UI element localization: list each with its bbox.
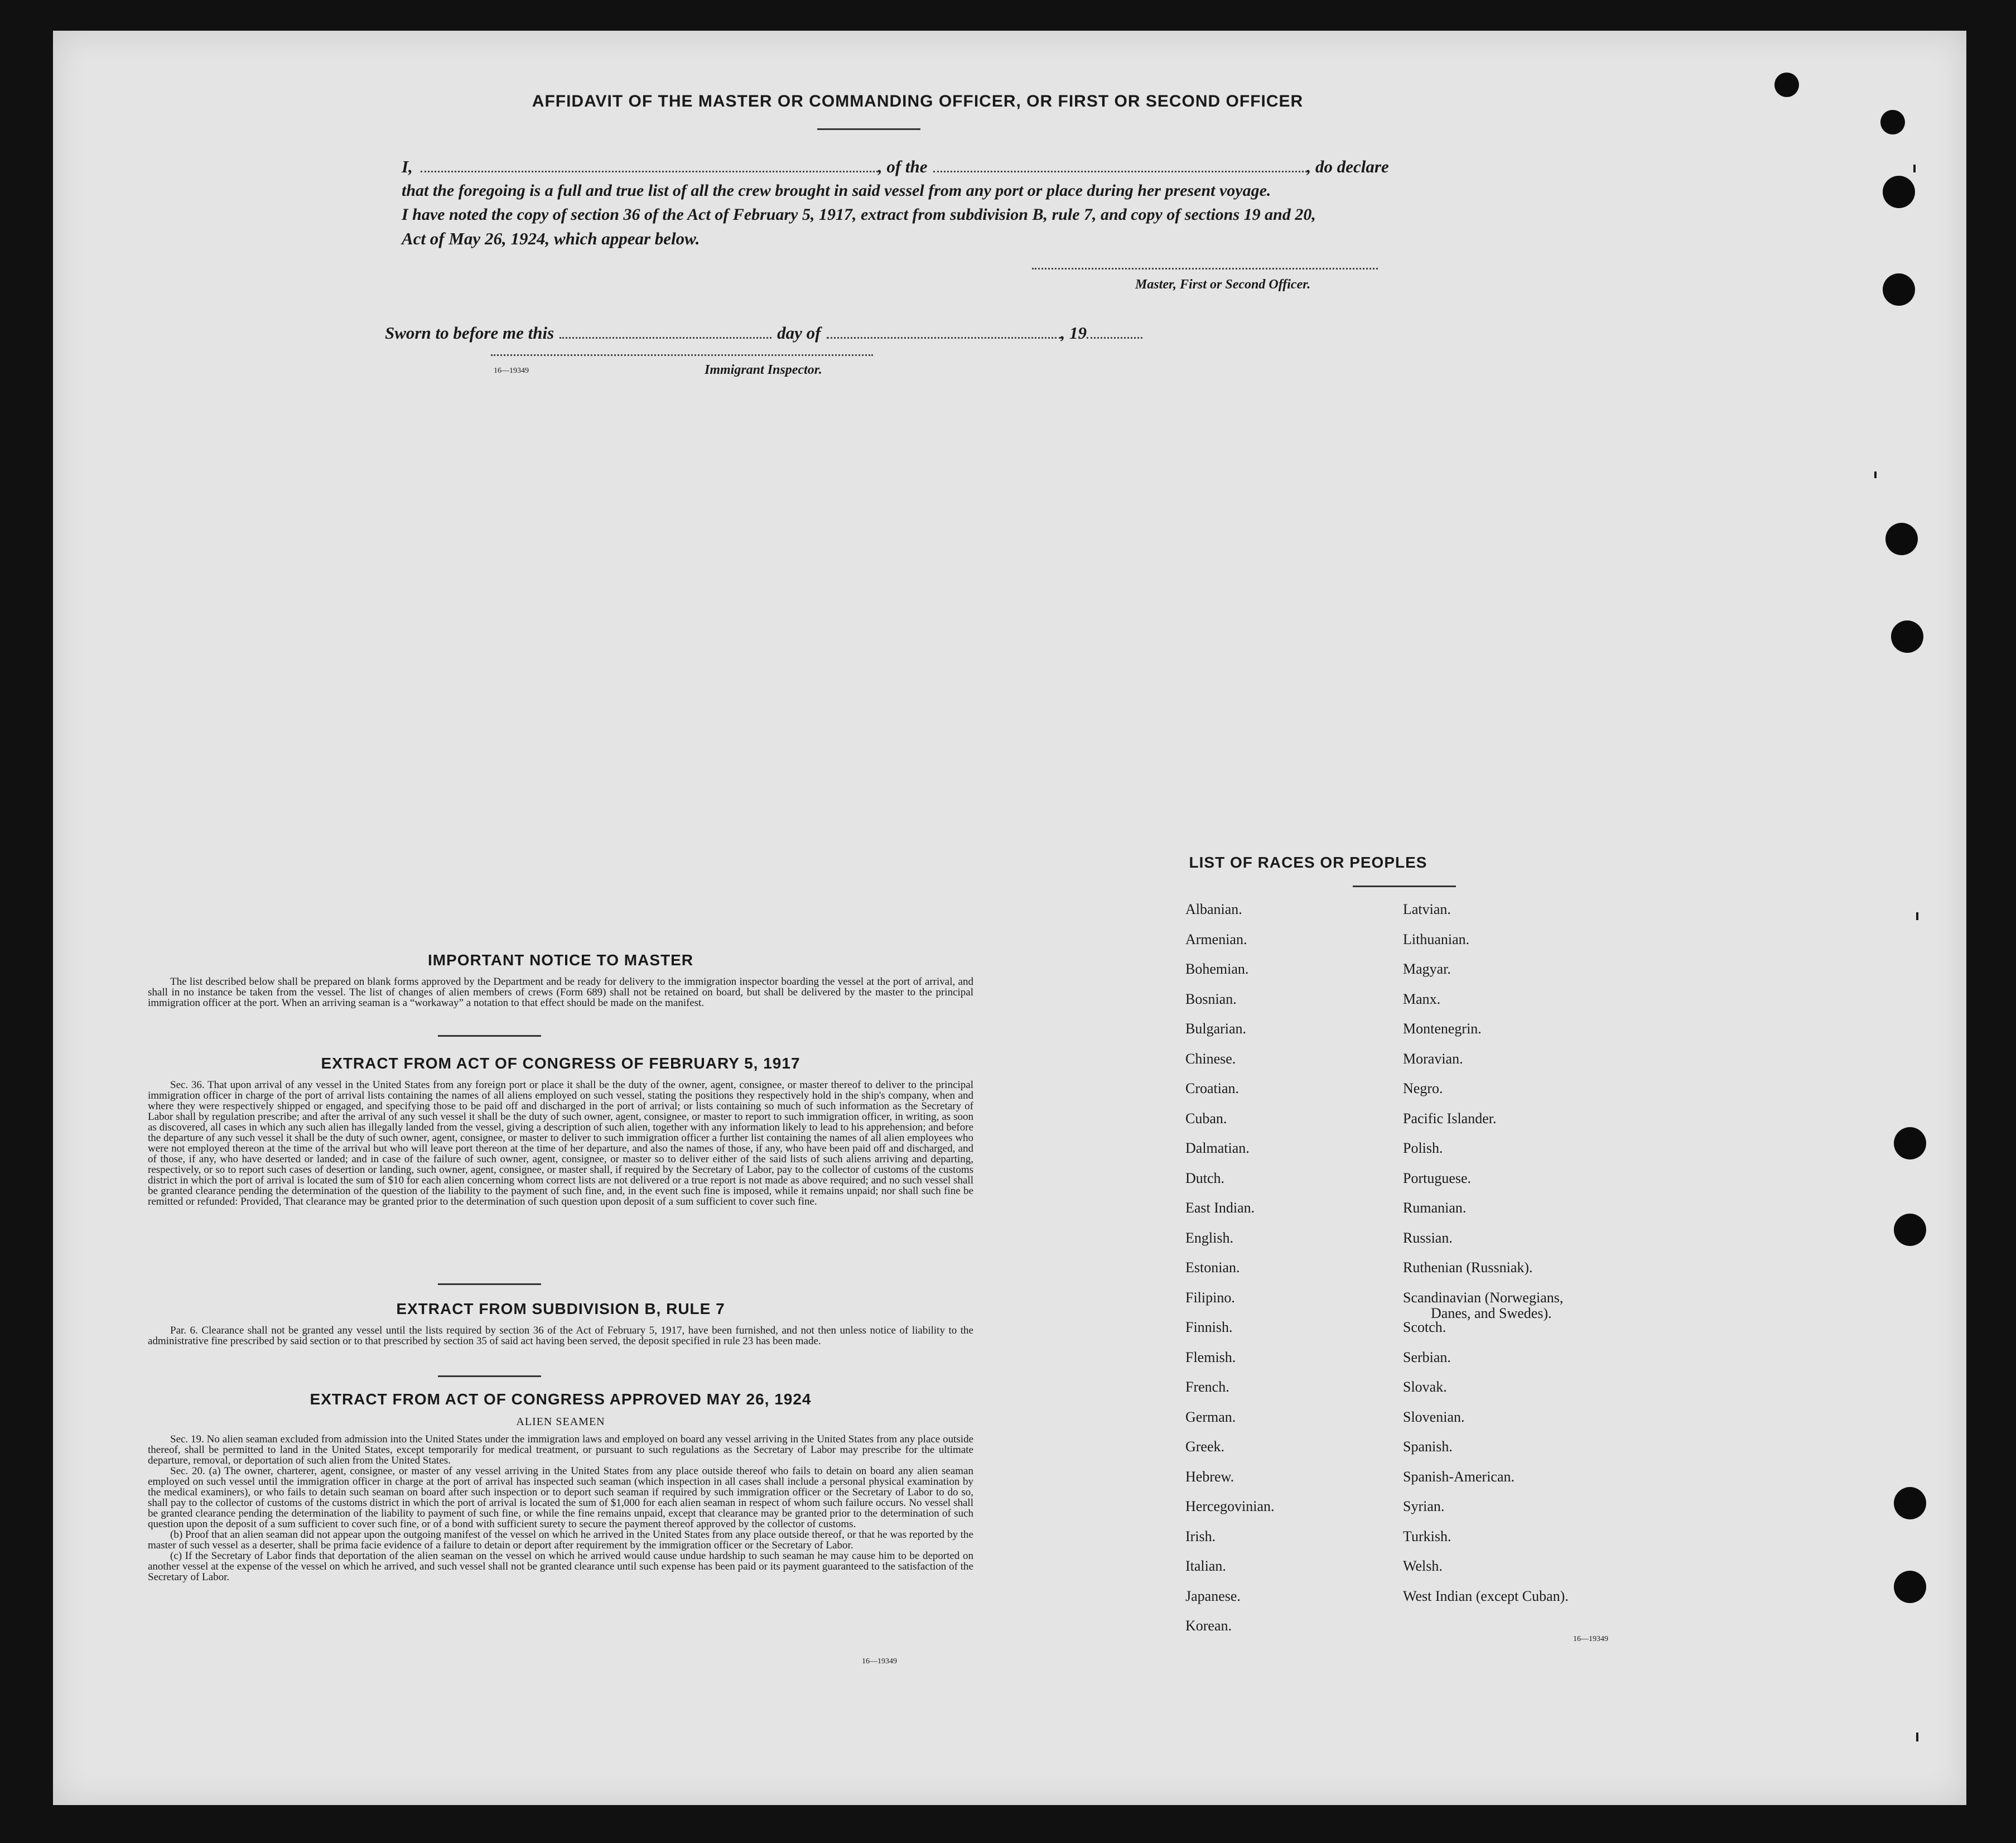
race-item: Hebrew. bbox=[1185, 1468, 1234, 1485]
extract-1917-title: EXTRACT FROM ACT OF CONGRESS OF FEBRUARY 5, 1917 bbox=[321, 1055, 800, 1072]
race-item: West Indian (except Cuban). bbox=[1403, 1587, 1569, 1604]
declarant-label: I, bbox=[402, 157, 413, 176]
race-item: Turkish. bbox=[1403, 1528, 1451, 1544]
race-item: Welsh. bbox=[1403, 1558, 1443, 1574]
sworn-day-field[interactable] bbox=[560, 337, 771, 339]
signature-caption: Master, First or Second Officer. bbox=[1135, 277, 1311, 292]
race-item: English. bbox=[1185, 1229, 1233, 1246]
race-item: Moravian. bbox=[1403, 1050, 1463, 1067]
punch-hole bbox=[1885, 523, 1918, 555]
form-sheet bbox=[53, 31, 1966, 1805]
race-item: Croatian. bbox=[1185, 1080, 1239, 1096]
punch-hole bbox=[1894, 1487, 1926, 1519]
race-item: Slovenian. bbox=[1403, 1408, 1465, 1425]
extract-1924-title: EXTRACT FROM ACT OF CONGRESS APPROVED MAY 26, 1924 bbox=[310, 1390, 812, 1408]
affidavit-line-2: that the foregoing is a full and true list of all the crew brought in said vessel from any port or place during her present voyage. bbox=[402, 181, 1271, 200]
punch-hole bbox=[1894, 1127, 1926, 1159]
affidavit-body bbox=[402, 155, 1450, 251]
section-20a-paragraph: Sec. 20. (a) The owner, charterer, agent, consignee, or master of any vessel arriving in the United States from any place outside thereof who fails to detain on board any alien seaman employed on such vessel until the immigration officer in charge at the port of arrival has inspected such seaman (which inspection in all cases shall include a personal physical examination by the medical examiners), or who fails to detain such seaman on board after such inspection or to deport such seaman if required by such immigration officer or the Secretary of Labor to do so, shall pay to the collector of customs of the customs district in which the port of arrival is located the sum of $1,000 for each alien seaman in respect of whom such failure occurs. No vessel shall be granted clearance pending the determination of the liability to payment of such fine, or while the fine remains unpaid, except that clearance may be granted prior to the determination of such question upon the deposit of a sum sufficient to cover such fine, or of a bond with sufficient surety to secure the payment thereof approved by the collector of customs. bbox=[148, 1465, 973, 1530]
race-item: Lithuanian. bbox=[1403, 931, 1470, 947]
notice-title: IMPORTANT NOTICE TO MASTER bbox=[427, 951, 694, 969]
races-rule bbox=[1353, 886, 1456, 887]
race-item: Polish. bbox=[1403, 1140, 1443, 1156]
vessel-name-field[interactable] bbox=[933, 171, 1307, 172]
declare-label: , do declare bbox=[1306, 157, 1389, 176]
extract-rule7-title: EXTRACT FROM SUBDIVISION B, RULE 7 bbox=[396, 1300, 725, 1317]
race-item: Dutch. bbox=[1185, 1170, 1225, 1186]
title-rule bbox=[817, 128, 920, 130]
section-rule bbox=[438, 1375, 541, 1377]
race-item: Rumanian. bbox=[1403, 1200, 1467, 1216]
race-item: Bulgarian. bbox=[1185, 1021, 1247, 1037]
extract-1924-text bbox=[148, 1434, 973, 1582]
race-item: Portuguese. bbox=[1403, 1170, 1472, 1186]
race-item: Dalmatian. bbox=[1185, 1140, 1250, 1156]
race-item: Italian. bbox=[1185, 1558, 1226, 1574]
race-item: Latvian. bbox=[1403, 901, 1451, 917]
section-20b-paragraph: (b) Proof that an alien seaman did not appear upon the outgoing manifest of the vessel on which he arrived in the United States from any place outside thereof, or that he was reported by the master of such vessel as a deserter, shall be prima facie evidence of a failure to detain or deport after requirement by the immigration officer or the Secretary of Labor. bbox=[148, 1529, 973, 1551]
race-item: Russian. bbox=[1403, 1229, 1453, 1246]
race-item: Armenian. bbox=[1185, 931, 1247, 947]
race-item: Bohemian. bbox=[1185, 961, 1249, 977]
affidavit-line-4: Act of May 26, 1924, which appear below. bbox=[402, 229, 700, 248]
sworn-label: Sworn to before me this bbox=[385, 323, 554, 343]
extract-1917-text bbox=[148, 1080, 973, 1207]
punch-hole bbox=[1880, 110, 1905, 134]
notice-paragraph: The list described below shall be prepared on blank forms approved by the Department and be ready for delivery to the immigration inspector boarding the vessel at the port of arrival, and shall in no instance be taken from the vessel. The list of changes of alien members of crews (Form 689) shall not be retained on board, but shall be delivered by the master to the principal immigration officer at the port. When an arriving seaman is a “workaway” a notation to that effect should be made on the manifest. bbox=[148, 976, 973, 1009]
margin-mark bbox=[1913, 165, 1916, 172]
punch-hole bbox=[1891, 620, 1923, 653]
race-item: Filipino. bbox=[1185, 1289, 1235, 1306]
race-item: Negro. bbox=[1403, 1080, 1443, 1096]
section-20c-paragraph: (c) If the Secretary of Labor finds that deportation of the alien seaman on the vessel on which he arrived would cause undue hardship to such seaman he may cause him to be deported on another vessel at the expense of the vessel on which he arrived, and such vessel shall not be granted clearance until such expense has been paid or its payment guaranteed to the satisfaction of the Secretary of Labor. bbox=[148, 1550, 973, 1583]
alien-seamen-subtitle: ALIEN SEAMEN bbox=[516, 1416, 605, 1428]
race-item: Bosnian. bbox=[1185, 990, 1237, 1007]
race-item: Magyar. bbox=[1403, 961, 1451, 977]
race-item: Serbian. bbox=[1403, 1349, 1451, 1365]
race-item: Finnish. bbox=[1185, 1319, 1233, 1335]
race-item: Greek. bbox=[1185, 1438, 1225, 1455]
race-item: Korean. bbox=[1185, 1618, 1232, 1634]
day-of-label: day of bbox=[777, 323, 821, 343]
form-number-top: 16—19349 bbox=[494, 367, 529, 375]
race-item: East Indian. bbox=[1185, 1200, 1255, 1216]
race-item: Spanish. bbox=[1403, 1438, 1453, 1455]
race-item: Syrian. bbox=[1403, 1498, 1445, 1514]
margin-mark bbox=[1916, 912, 1918, 920]
form-number-bottom-right: 16—19349 bbox=[1573, 1635, 1608, 1643]
margin-mark bbox=[1916, 1733, 1918, 1741]
race-item: Spanish-American. bbox=[1403, 1468, 1515, 1485]
punch-hole bbox=[1894, 1571, 1926, 1603]
notice-text bbox=[148, 976, 973, 1008]
race-item: Irish. bbox=[1185, 1528, 1216, 1544]
race-item: Danes, and Swedes). bbox=[1431, 1305, 1552, 1321]
sworn-line bbox=[385, 321, 1434, 345]
master-signature-field[interactable] bbox=[1032, 268, 1378, 270]
form-number-bottom-left: 16—19349 bbox=[862, 1657, 897, 1666]
punch-hole bbox=[1883, 273, 1915, 306]
race-item: Cuban. bbox=[1185, 1110, 1227, 1127]
section-rule bbox=[438, 1035, 541, 1037]
section-rule bbox=[438, 1283, 541, 1285]
punch-hole bbox=[1883, 176, 1915, 208]
race-item: Japanese. bbox=[1185, 1587, 1241, 1604]
race-item: French. bbox=[1185, 1379, 1229, 1395]
year-label: , 19 bbox=[1060, 323, 1087, 343]
race-item: Chinese. bbox=[1185, 1050, 1236, 1067]
margin-mark bbox=[1874, 471, 1877, 478]
race-item: Slovak. bbox=[1403, 1379, 1447, 1395]
section-19-paragraph: Sec. 19. No alien seaman excluded from admission into the United States under the immigration laws and employed on board any vessel arriving in the United States from any place outside thereof, shall be permitted to land in the United States, except temporarily for medical treatment, or pursuant to such regulations as the Secretary of Labor may prescribe for the ultimate departure, removal, or deportation of such alien from the United States. bbox=[148, 1433, 973, 1466]
inspector-signature-field[interactable] bbox=[491, 354, 873, 356]
affidavit-line-3: I have noted the copy of section 36 of the Act of February 5, 1917, extract from subdivision B, rule 7, and copy of sections 19 and 20, bbox=[402, 205, 1316, 224]
inspector-caption: Immigrant Inspector. bbox=[705, 363, 822, 377]
paragraph-6: Par. 6. Clearance shall not be granted any vessel until the lists required by section 36 of the Act of February 5, 1917, have been furnished, and not then unless notice of liability to the administrative fine prescribed by said section or to that prescribed by section 35 of said act having been served, the deposit specified in rule 23 has been made. bbox=[148, 1325, 973, 1347]
races-title: LIST OF RACES OR PEOPLES bbox=[1189, 854, 1427, 871]
vessel-label: , of the bbox=[877, 157, 928, 176]
affidavit-title: AFFIDAVIT OF THE MASTER OR COMMANDING OFFICER, OR FIRST OR SECOND OFFICER bbox=[532, 92, 1304, 110]
race-item: Ruthenian (Russniak). bbox=[1403, 1259, 1533, 1276]
race-item: Scotch. bbox=[1403, 1319, 1446, 1335]
punch-hole bbox=[1894, 1214, 1926, 1246]
section-36-paragraph: Sec. 36. That upon arrival of any vessel in the United States from any foreign port or place it shall be the duty of the owner, agent, consignee, or master thereof to deliver to the principal immigration officer in charge of the port of arrival lists containing the names of all aliens employed on such vessel, stating the positions they respectively hold in the ship's company, when and where they were respectively shipped or engaged, and specifying those to be paid off and discharged in the port of arrival; or lists containing so much of such information as the Secretary of Labor shall by regulation prescribe; and after the arrival of any such vessel it shall be the duty of such owner, agent, consignee, or master to report to such immigration officer, in writing, as soon as discovered, all cases in which any such alien has illegally landed from the vessel, giving a description of such alien, together with any information likely to lead to his apprehension; and before the departure of any such vessel it shall be the duty of such owner, agent, consignee, or master to deliver to such immigration officer a further list containing the names of all alien employees who were not employed thereon at the time of the arrival but who will leave port thereon at the time of her departure, and also the names of those, if any, who have been paid off and discharged, and of those, if any, who have deserted or landed; and in case of the failure of such owner, agent, consignee, or master so to deliver either of the said lists of such aliens arriving and departing, respectively, or so to report such cases of desertion or landing, such owner, agent, consignee, or master shall, if required by the Secretary of Labor, pay to the collector of customs of the customs district in which the port of arrival is located the sum of $10 for each alien concerning whom correct lists are not delivered or a true report is not made as above required; and no such vessel shall be granted clearance pending the determination of the question of the liability to the payment of such fine, and, in the event such fine is imposed, while it remains unpaid; nor shall such fine be remitted or refunded: Provided, That clearance may be granted prior to the determination of such question upon deposit of a sum sufficient to cover such fine. bbox=[148, 1079, 973, 1207]
race-item: Albanian. bbox=[1185, 901, 1242, 917]
race-item: Scandinavian (Norwegians, bbox=[1403, 1289, 1564, 1306]
affidavit-line-1 bbox=[402, 155, 1450, 179]
race-item: German. bbox=[1185, 1408, 1236, 1425]
race-item: Pacific Islander. bbox=[1403, 1110, 1497, 1127]
race-item: Hercegovinian. bbox=[1185, 1498, 1275, 1514]
sworn-year-field[interactable] bbox=[1087, 337, 1142, 339]
extract-rule7-text bbox=[148, 1325, 973, 1346]
race-item: Estonian. bbox=[1185, 1259, 1240, 1276]
declarant-name-field[interactable] bbox=[421, 171, 878, 172]
race-item: Montenegrin. bbox=[1403, 1021, 1482, 1037]
race-item: Flemish. bbox=[1185, 1349, 1236, 1365]
race-item: Manx. bbox=[1403, 990, 1441, 1007]
sworn-month-field[interactable] bbox=[827, 337, 1061, 339]
punch-hole bbox=[1774, 73, 1799, 97]
